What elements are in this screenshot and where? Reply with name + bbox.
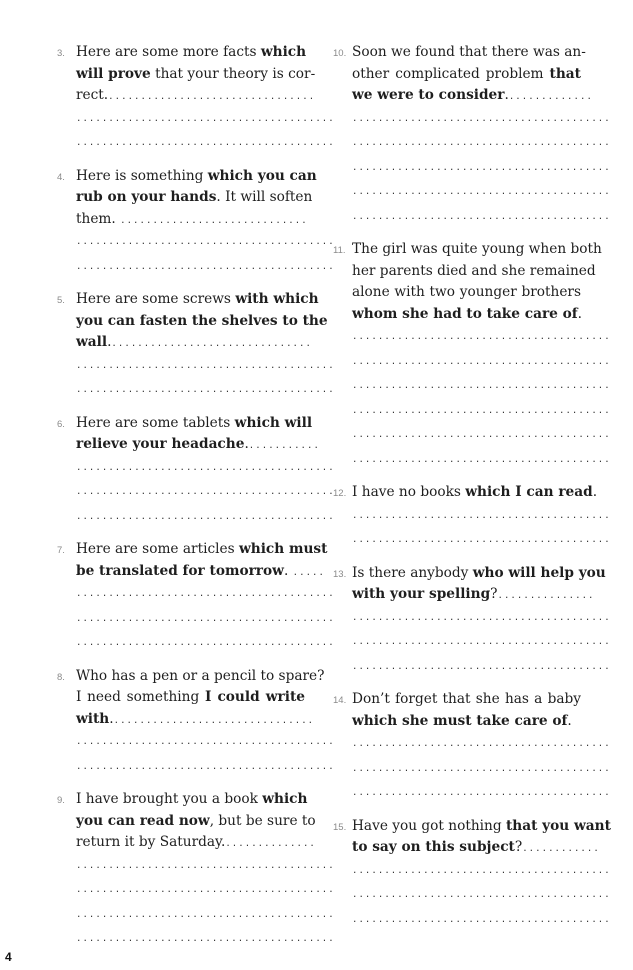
relative-clause-bold: which must [238, 541, 328, 557]
answer-line[interactable]: ........................................ [76, 113, 335, 124]
answer-line[interactable]: ........................................ [352, 763, 611, 774]
answer-line[interactable]: ........................................ [76, 909, 335, 920]
relative-clause-bold: you can fasten the shelves to the [76, 312, 328, 329]
sentence-text: . [577, 305, 583, 322]
answer-line[interactable]: ........................................ [352, 612, 611, 623]
relative-clause-bold: that [549, 65, 581, 82]
exercise-item [333, 42, 611, 229]
relative-clause-bold: wall [76, 334, 108, 350]
exercise-number: 3. [57, 48, 65, 59]
sentence-line [76, 561, 325, 583]
relative-clause-bold: I could write [204, 689, 305, 705]
sentence-text: Here are some screws [76, 291, 236, 307]
answer-line[interactable]: ........................................ [352, 788, 611, 798]
answer-leader-dots[interactable]: ............................... [113, 715, 315, 726]
answer-line[interactable]: ........................................ [76, 860, 335, 871]
answer-leader-dots[interactable]: ............ [522, 844, 600, 854]
exercise-number: 15. [333, 821, 347, 833]
left-column [57, 42, 335, 962]
relative-clause-bold: which [262, 791, 308, 807]
sentence-text: I have no books [352, 484, 466, 500]
answer-line[interactable]: ........................................ [76, 885, 335, 895]
answer-line[interactable]: ........................................ [352, 187, 611, 197]
sentence-text: her parents died and she remained [352, 262, 596, 279]
answer-line[interactable]: ........................................ [76, 934, 335, 944]
relative-clause-bold: that you want [505, 817, 611, 834]
answer-line[interactable]: ........................................ [352, 430, 611, 440]
exercise-item [57, 666, 335, 780]
sentence-text: . [504, 87, 509, 103]
answer-line[interactable]: ........................................ [352, 865, 611, 876]
answer-line[interactable]: ........................................ [76, 138, 335, 148]
sentence-line [76, 209, 308, 231]
answer-leader-dots[interactable]: ............... [497, 591, 595, 601]
relative-clause-bold: relieve your headache [76, 436, 245, 452]
relative-clause-bold: with [76, 710, 110, 727]
exercise-item [333, 816, 611, 933]
sentence-line [352, 837, 600, 859]
sentence-text: alone with two younger brothers [352, 284, 581, 300]
sentence-text: . [109, 710, 114, 727]
exercise-item [333, 239, 611, 472]
right-column [333, 42, 611, 942]
answer-line[interactable]: ........................................ [76, 462, 335, 473]
relative-clause-bold: be translated for tomorrow [76, 562, 284, 579]
sentence-text: . [283, 562, 293, 579]
answer-line[interactable]: ........................................ [352, 890, 611, 900]
exercise-number: 6. [57, 418, 65, 430]
sentence-text: Is there anybody [352, 564, 473, 581]
sentence-text: return it by Saturday. [76, 834, 226, 850]
answer-line[interactable]: ........................................ [352, 113, 611, 124]
sentence-text: Here are some tablets [76, 414, 235, 431]
sentence-line [352, 689, 581, 711]
answer-line[interactable]: ........................................ [76, 261, 335, 272]
sentence-text: Here is something [76, 167, 208, 184]
relative-clause-bold: will prove [76, 65, 151, 82]
sentence-line [352, 239, 602, 261]
exercise-number: 11. [333, 245, 346, 256]
answer-line[interactable]: ........................................ [76, 360, 335, 371]
answer-line[interactable]: ........................................ [76, 638, 335, 648]
sentence-text: . It will soften [216, 189, 313, 205]
exercise-number: 13. [333, 568, 347, 580]
sentence-line [76, 289, 319, 311]
answer-line[interactable]: ........................................ [352, 661, 611, 672]
sentence-line [352, 85, 593, 107]
sentence-line [352, 42, 586, 64]
relative-clause-bold: rub on your hands [76, 189, 217, 205]
answer-line[interactable]: ........................................ [76, 589, 335, 599]
answer-line[interactable]: ........................................ [76, 237, 335, 247]
answer-line[interactable]: ........................................ [76, 487, 335, 497]
answer-leader-dots[interactable]: ..... [292, 567, 325, 578]
answer-line[interactable]: ........................................ [352, 356, 611, 367]
answer-line[interactable]: ........................................ [352, 510, 611, 521]
sentence-text: Soon we found that there was an- [352, 44, 586, 60]
answer-leader-dots[interactable]: .............. [225, 839, 316, 849]
relative-clause-bold: with your spelling [352, 586, 491, 602]
answer-leader-dots[interactable]: ............................. [120, 215, 308, 226]
answer-leader-dots[interactable]: ................................ [108, 92, 316, 102]
exercise-number: 12. [333, 488, 347, 499]
exercise-number: 5. [57, 295, 65, 306]
sentence-text: ? [490, 586, 498, 602]
answer-line[interactable]: ........................................ [352, 454, 611, 465]
answer-line[interactable]: ........................................ [352, 405, 611, 416]
sentence-line [352, 64, 581, 86]
answer-line[interactable]: ........................................ [352, 739, 611, 749]
relative-clause-bold: which will [234, 414, 313, 431]
sentence-line [76, 811, 316, 833]
exercise-number: 4. [57, 171, 65, 183]
answer-line[interactable]: ........................................ [76, 737, 335, 747]
sentence-line [76, 85, 316, 107]
relative-clause-bold: to say on this subject [352, 839, 515, 855]
sentence-text: other complicated problem [352, 65, 550, 82]
answer-line[interactable]: ........................................ [76, 761, 335, 772]
exercise-number: 14. [333, 695, 347, 706]
relative-clause-bold: you can read now [76, 812, 210, 829]
sentence-text: . [244, 436, 249, 452]
sentence-line [76, 789, 308, 811]
sentence-line [352, 816, 611, 838]
sentence-line [352, 711, 581, 733]
exercise-item [333, 689, 611, 806]
sentence-text: Don’t forget that she has a baby [352, 691, 581, 707]
sentence-line [352, 261, 596, 283]
sentence-text: Here are some articles [76, 541, 239, 557]
sentence-line [76, 832, 316, 854]
sentence-line [76, 166, 317, 188]
answer-leader-dots[interactable]: ............................... [111, 339, 312, 349]
page-number: 4 [5, 950, 12, 964]
sentence-line [352, 563, 606, 585]
sentence-line [352, 482, 598, 504]
sentence-text: I have brought you a book [76, 791, 263, 807]
answer-line[interactable]: ........................................ [76, 613, 335, 624]
relative-clause-bold: we were to consider [352, 87, 505, 103]
exercise-item [333, 482, 611, 553]
answer-leader-dots[interactable]: ........... [248, 441, 320, 451]
sentence-text: rect. [76, 87, 109, 103]
exercise-item [57, 539, 335, 656]
answer-line[interactable]: ........................................ [352, 637, 611, 647]
answer-line[interactable]: ........................................ [352, 914, 611, 925]
sentence-line [76, 42, 305, 64]
answer-leader-dots[interactable]: ............. [508, 92, 593, 102]
sentence-line [352, 304, 581, 326]
relative-clause-bold: which you can [207, 167, 317, 184]
answer-line[interactable]: ........................................ [352, 381, 611, 391]
answer-line[interactable]: ........................................ [352, 535, 611, 545]
answer-line[interactable]: ........................................ [352, 332, 611, 342]
exercise-item [57, 166, 335, 280]
answer-line[interactable]: ........................................ [76, 511, 335, 522]
answer-line[interactable]: ........................................ [76, 385, 335, 395]
exercise-number: 8. [57, 671, 65, 683]
exercise-number: 9. [57, 795, 65, 806]
answer-line[interactable]: ........................................ [352, 162, 611, 173]
exercise-item [57, 789, 335, 952]
answer-line[interactable]: ........................................ [352, 211, 611, 222]
sentence-text: . [567, 712, 572, 729]
sentence-text: Have you got nothing [352, 817, 506, 834]
sentence-line [76, 539, 328, 561]
relative-clause-bold: which she must take care of [352, 712, 568, 729]
sentence-line [76, 332, 312, 354]
sentence-line [76, 687, 305, 709]
sentence-text: ? [514, 839, 523, 855]
sentence-text: The girl was quite young when both [352, 241, 602, 257]
exercise-item [57, 413, 335, 530]
sentence-text: that your theory is cor- [150, 65, 316, 82]
sentence-text: Who has a pen or a pencil to spare? [76, 667, 325, 684]
sentence-line [76, 187, 313, 209]
sentence-line [76, 434, 320, 456]
exercise-item [57, 289, 335, 403]
exercise-item [57, 42, 335, 156]
sentence-text: I need something [76, 689, 205, 705]
sentence-line [352, 584, 595, 606]
sentence-line [76, 709, 315, 731]
relative-clause-bold: with which [235, 291, 319, 307]
exercise-item [333, 563, 611, 680]
relative-clause-bold: which [260, 44, 307, 60]
sentence-text: , but be sure to [209, 812, 316, 829]
sentence-line [76, 413, 313, 435]
sentence-line [76, 64, 316, 86]
sentence-text: . [107, 334, 112, 350]
exercise-number: 7. [57, 545, 65, 556]
relative-clause-bold: who will help you [472, 564, 606, 581]
answer-line[interactable]: ........................................ [352, 138, 611, 148]
relative-clause-bold: which I can read [465, 484, 593, 500]
relative-clause-bold: whom she had to take care of [352, 305, 578, 322]
sentence-text: Here are some more facts [76, 44, 261, 60]
sentence-line [76, 311, 328, 333]
sentence-line [76, 666, 325, 688]
sentence-line [352, 282, 581, 304]
exercise-number: 10. [333, 48, 347, 59]
sentence-text: . [592, 484, 598, 500]
sentence-text: them. [76, 210, 121, 227]
